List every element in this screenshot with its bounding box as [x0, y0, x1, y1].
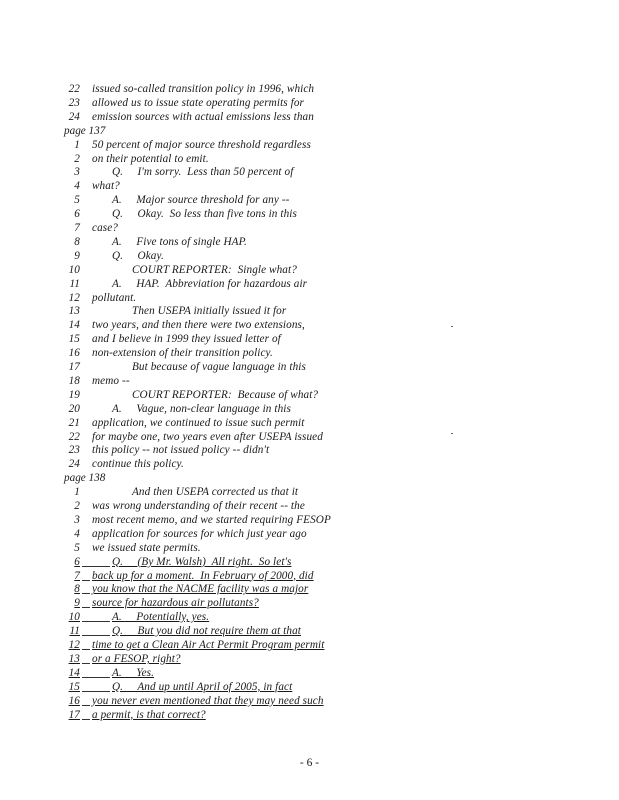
line-text: pollutant.	[92, 291, 137, 304]
line-number: 23	[68, 444, 80, 457]
underline-leader	[82, 691, 110, 692]
line-number: 16	[68, 347, 80, 360]
line-number: 5	[74, 194, 80, 207]
underline-leader	[82, 719, 90, 720]
underline-leader	[82, 649, 90, 650]
line-text: A. Potentially, yes.	[112, 611, 210, 624]
scan-speck	[451, 326, 453, 327]
line-number: 23	[68, 96, 80, 109]
line-number: 2	[74, 152, 80, 165]
underline-leader	[82, 705, 90, 706]
line-number: 6	[74, 208, 80, 221]
line-text: COURT REPORTER: Because of what?	[132, 388, 319, 401]
line-text: allowed us to issue state operating permits for	[92, 96, 304, 109]
line-number: 3	[74, 513, 80, 526]
line-text: memo --	[92, 374, 130, 387]
line-number: 4	[74, 180, 80, 193]
transcript-line	[0, 443, 619, 457]
line-text: was wrong understanding of their recent -- the	[92, 500, 305, 512]
transcript-line	[0, 249, 619, 263]
line-number: 17	[68, 708, 80, 721]
line-text: you know that the NACME facility was a major	[92, 583, 309, 596]
transcript-line	[0, 694, 619, 708]
transcript-line	[0, 527, 619, 541]
line-number: 13	[68, 305, 80, 318]
underline-leader	[82, 607, 90, 608]
page-number: - 6 -	[299, 757, 320, 769]
line-text: issued so-called transition policy in 1996, which	[92, 83, 315, 95]
line-number: 7	[74, 569, 80, 582]
line-number: 9	[74, 597, 80, 610]
line-number: 10	[68, 611, 80, 624]
line-text: 50 percent of major source threshold regardless	[92, 138, 311, 151]
line-text: A. HAP. Abbreviation for hazardous air	[112, 277, 308, 290]
line-text: Q. But you did not require them at that	[112, 625, 301, 638]
page-header: page 138	[64, 472, 106, 485]
underline-leader	[82, 621, 110, 622]
transcript-line	[0, 457, 619, 471]
page-header: page 137	[64, 124, 106, 137]
line-text: Then USEPA initially issued it for	[132, 305, 287, 318]
underline-leader	[82, 677, 110, 678]
line-text: emission sources with actual emissions less than	[92, 110, 314, 123]
line-text: Q. And up until April of 2005, in fact	[112, 680, 293, 693]
underline-leader	[82, 593, 90, 594]
line-text: A. Five tons of single HAP.	[112, 235, 247, 248]
transcript-line	[0, 541, 619, 555]
line-text: or a FESOP, right?	[92, 652, 181, 665]
transcript-line	[0, 485, 619, 499]
transcript-line	[0, 152, 619, 166]
line-number: 7	[74, 222, 80, 234]
line-number: 11	[69, 625, 80, 638]
line-text: Q. (By Mr. Walsh) All right. So let's	[112, 555, 292, 568]
transcript-line	[0, 652, 619, 666]
line-text: two years, and then there were two extensions,	[92, 319, 305, 332]
line-number: 24	[68, 110, 80, 123]
line-text: non-extension of their transition policy.	[92, 347, 273, 360]
line-number: 15	[68, 333, 80, 346]
underline-leader	[82, 635, 110, 636]
line-number: 8	[74, 583, 80, 596]
line-number: 1	[74, 138, 80, 151]
transcript-line	[0, 277, 619, 291]
line-number: 17	[68, 361, 80, 373]
transcript-line	[0, 235, 619, 249]
line-text: we issued state permits.	[92, 541, 201, 554]
line-text: But because of vague language in this	[132, 361, 306, 373]
line-number: 6	[74, 555, 80, 568]
line-text: And then USEPA corrected us that it	[132, 486, 299, 499]
transcript-line	[0, 610, 619, 624]
line-number: 3	[74, 166, 80, 179]
line-number: 20	[68, 402, 80, 415]
transcript-line	[0, 138, 619, 152]
transcript-line	[0, 569, 619, 583]
line-number: 4	[74, 527, 80, 540]
line-text: time to get a Clean Air Act Permit Program permit	[92, 639, 325, 651]
line-text: application for sources for which just year ago	[92, 527, 307, 540]
transcript-line	[0, 360, 619, 374]
line-number: 13	[68, 652, 80, 665]
transcript-line	[0, 304, 619, 318]
transcript-line	[0, 596, 619, 610]
transcript-line	[0, 346, 619, 360]
line-text: A. Major source threshold for any --	[112, 194, 290, 207]
line-number: 14	[68, 666, 80, 679]
transcript-line	[0, 110, 619, 124]
transcript-line	[0, 221, 619, 235]
transcript-line	[0, 513, 619, 527]
transcript-line	[0, 207, 619, 221]
transcript-line	[0, 430, 619, 444]
line-number: 12	[68, 291, 80, 304]
transcript-line	[0, 680, 619, 694]
line-number: 12	[68, 639, 80, 651]
transcript-line	[0, 96, 619, 110]
transcript-line	[0, 555, 619, 569]
line-number: 10	[68, 263, 80, 276]
underline-leader	[82, 580, 90, 581]
line-text: A. Vague, non-clear language in this	[112, 402, 291, 415]
line-text: a permit, is that correct?	[92, 708, 206, 721]
transcript-line	[0, 165, 619, 179]
line-text: Q. I'm sorry. Less than 50 percent of	[112, 166, 294, 179]
line-text: what?	[92, 180, 120, 193]
line-text: for maybe one, two years even after USEPA issued	[92, 430, 323, 443]
transcript-line	[0, 499, 619, 513]
transcript-line	[0, 318, 619, 332]
transcript-line	[0, 374, 619, 388]
transcript-line	[0, 291, 619, 305]
line-text: back up for a moment. In February of 2000, did	[92, 569, 314, 582]
transcript-line	[0, 582, 619, 596]
underline-leader	[82, 663, 90, 664]
line-number: 11	[69, 277, 80, 290]
line-text: COURT REPORTER: Single what?	[132, 263, 297, 276]
transcript-line	[0, 666, 619, 680]
transcript-line	[0, 193, 619, 207]
line-text: you never even mentioned that they may need such	[92, 694, 324, 707]
transcript-line	[0, 708, 619, 722]
transcript-line	[0, 624, 619, 638]
transcript-line	[0, 402, 619, 416]
line-number: 16	[68, 694, 80, 707]
line-number: 1	[74, 486, 80, 499]
line-number: 15	[68, 680, 80, 693]
transcript-line	[0, 638, 619, 652]
transcript-line	[0, 416, 619, 430]
scan-speck	[451, 433, 453, 434]
line-number: 24	[68, 458, 80, 471]
transcript-line	[0, 82, 619, 96]
line-number: 9	[74, 249, 80, 262]
line-number: 21	[68, 416, 80, 429]
line-text: Q. Okay.	[112, 249, 164, 262]
line-number: 18	[68, 374, 80, 387]
line-number: 22	[68, 83, 80, 95]
line-number: 19	[68, 388, 80, 401]
line-text: most recent memo, and we started requiring FESOP	[92, 513, 331, 526]
transcript-line	[0, 332, 619, 346]
line-number: 22	[68, 430, 80, 443]
line-number: 14	[68, 319, 80, 332]
line-text: source for hazardous air pollutants?	[92, 597, 259, 610]
transcript-line	[0, 263, 619, 277]
transcript-line	[0, 388, 619, 402]
line-number: 8	[74, 235, 80, 248]
transcript-line	[0, 179, 619, 193]
line-text: and I believe in 1999 they issued letter of	[92, 333, 281, 346]
line-text: this policy -- not issued policy -- didn't	[92, 444, 270, 457]
line-text: continue this policy.	[92, 458, 184, 471]
line-text: application, we continued to issue such permit	[92, 416, 305, 429]
underline-leader	[82, 566, 110, 567]
line-text: A. Yes.	[112, 666, 155, 679]
line-text: Q. Okay. So less than five tons in this	[112, 208, 297, 221]
line-number: 5	[74, 541, 80, 554]
line-number: 2	[74, 500, 80, 512]
line-text: on their potential to emit.	[92, 152, 209, 165]
line-text: case?	[92, 222, 118, 234]
